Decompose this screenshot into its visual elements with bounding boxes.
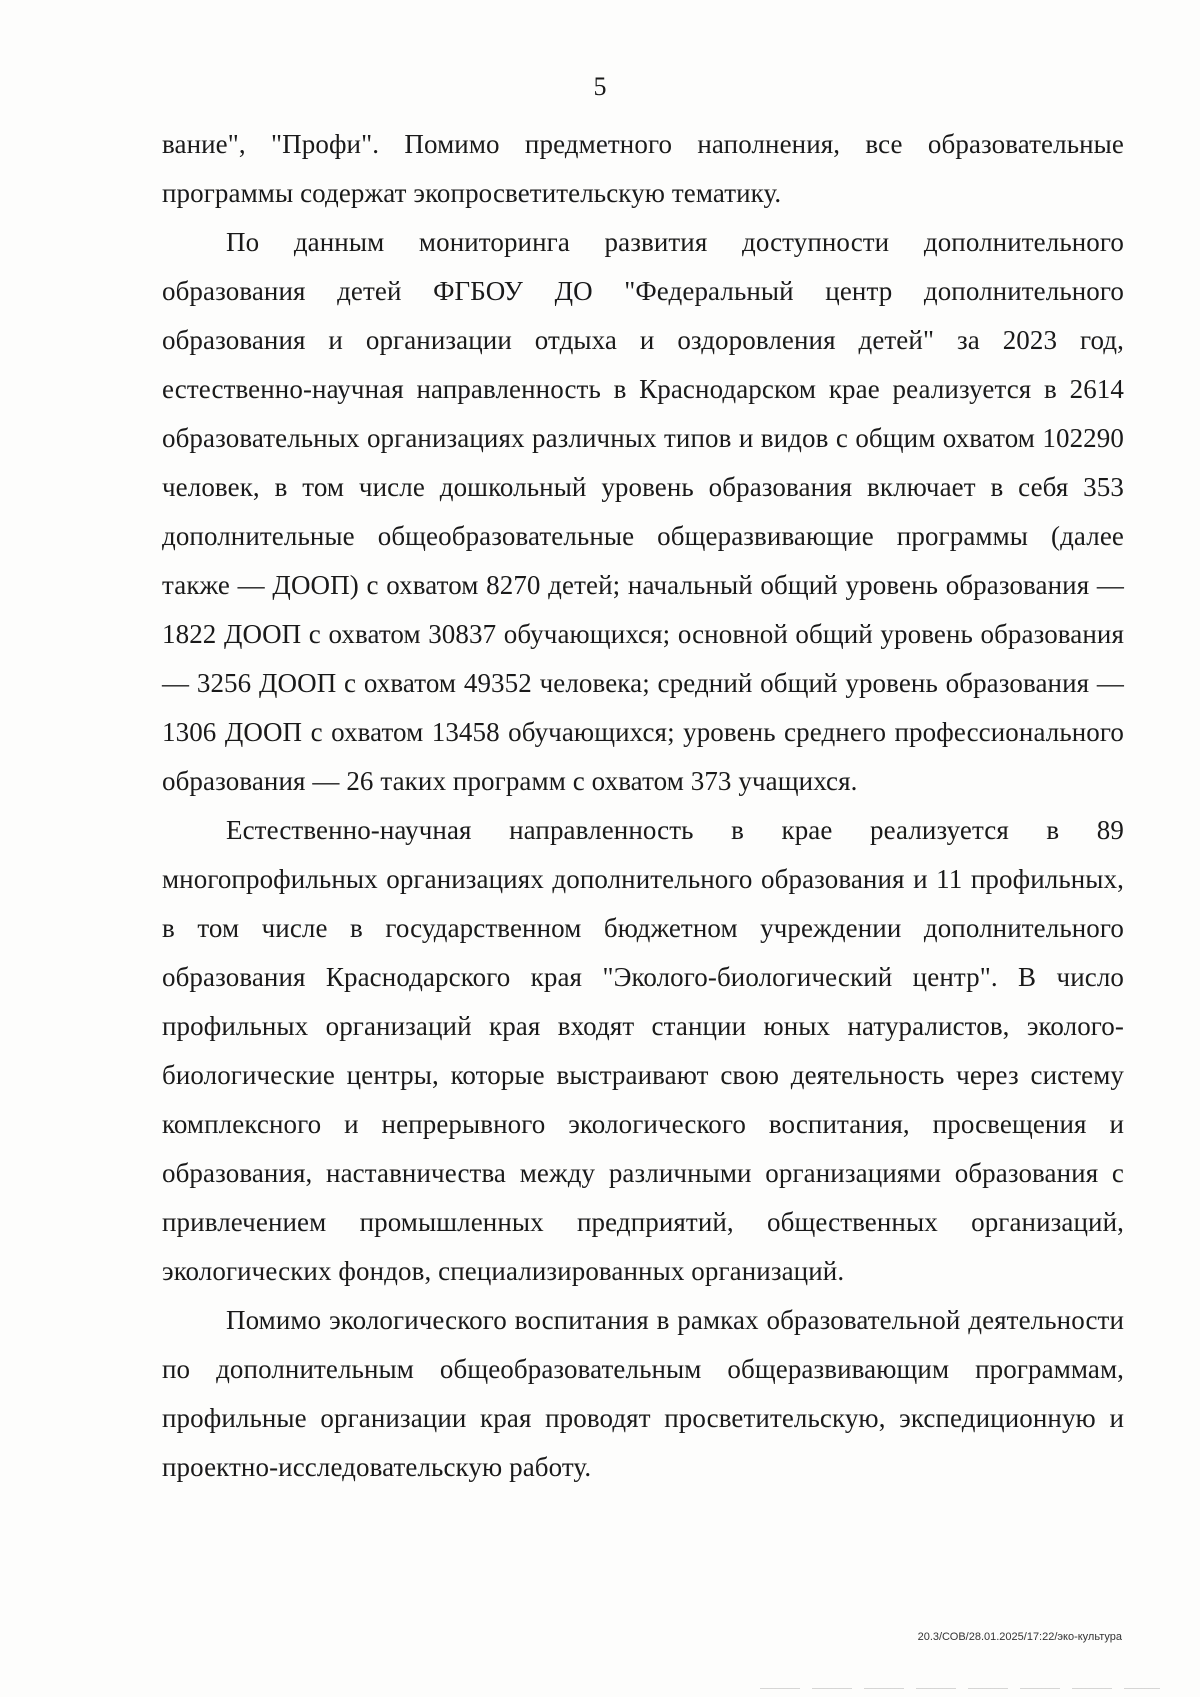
paragraph-continuation: вание", "Профи". Помимо предметного наполнения, все образовательные программы содержат экопросветительскую тематику. bbox=[162, 129, 1124, 208]
page-number: 5 bbox=[593, 72, 607, 101]
scan-edge-artifact bbox=[760, 1688, 1160, 1689]
body-text bbox=[162, 120, 1124, 1492]
paragraph-natural-science: Естественно-научная направленность в крае реализуется в 89 многопрофильных организациях дополнительного образования и 11 профильных, в том числе в государственном бюджетном учреждении дополнительного образования Краснодарского края "Эколого-биологический центр". В число профильных организаций края входят станции юных натуралистов, эколого-биологические центры, которые выстраивают свою деятельность через систему комплексного и непрерывного экологического воспитания, просвещения и образования, наставничества между различными организациями образования с привлечением промышленных предприятий, общественных организаций, экологических фондов, специализированных организаций. bbox=[162, 815, 1124, 1286]
paragraph-monitoring: По данным мониторинга развития доступности дополнительного образования детей ФГБОУ ДО "Федеральный центр дополнительного образования и организации отдыха и оздоровления детей" за 2023 год, естественно-научная направленность в Краснодарском крае реализуется в 2614 образовательных организациях различных типов и видов с общим охватом 102290 человек, в том числе дошкольный уровень образования включает в себя 353 дополнительные общеобразовательные общеразвивающие программы (далее также — ДООП) с охватом 8270 детей; начальный общий уровень образования — 1822 ДООП с охватом 30837 обучающихся; основной общий уровень образования — 3256 ДООП с охватом 49352 человека; средний общий уровень образования — 1306 ДООП с охватом 13458 обучающихся; уровень среднего профессионального образования — 26 таких программ с охватом 373 учащихся. bbox=[162, 227, 1124, 796]
paragraph-ecological-education: Помимо экологического воспитания в рамках образовательной деятельности по дополнительным общеобразовательным общеразвивающим программам, профильные организации края проводят просветительскую, экспедиционную и проектно-исследовательскую работу. bbox=[162, 1305, 1124, 1482]
document-stamp: 20.3/СОВ/28.01.2025/17:22/эко-культура bbox=[917, 1631, 1122, 1643]
